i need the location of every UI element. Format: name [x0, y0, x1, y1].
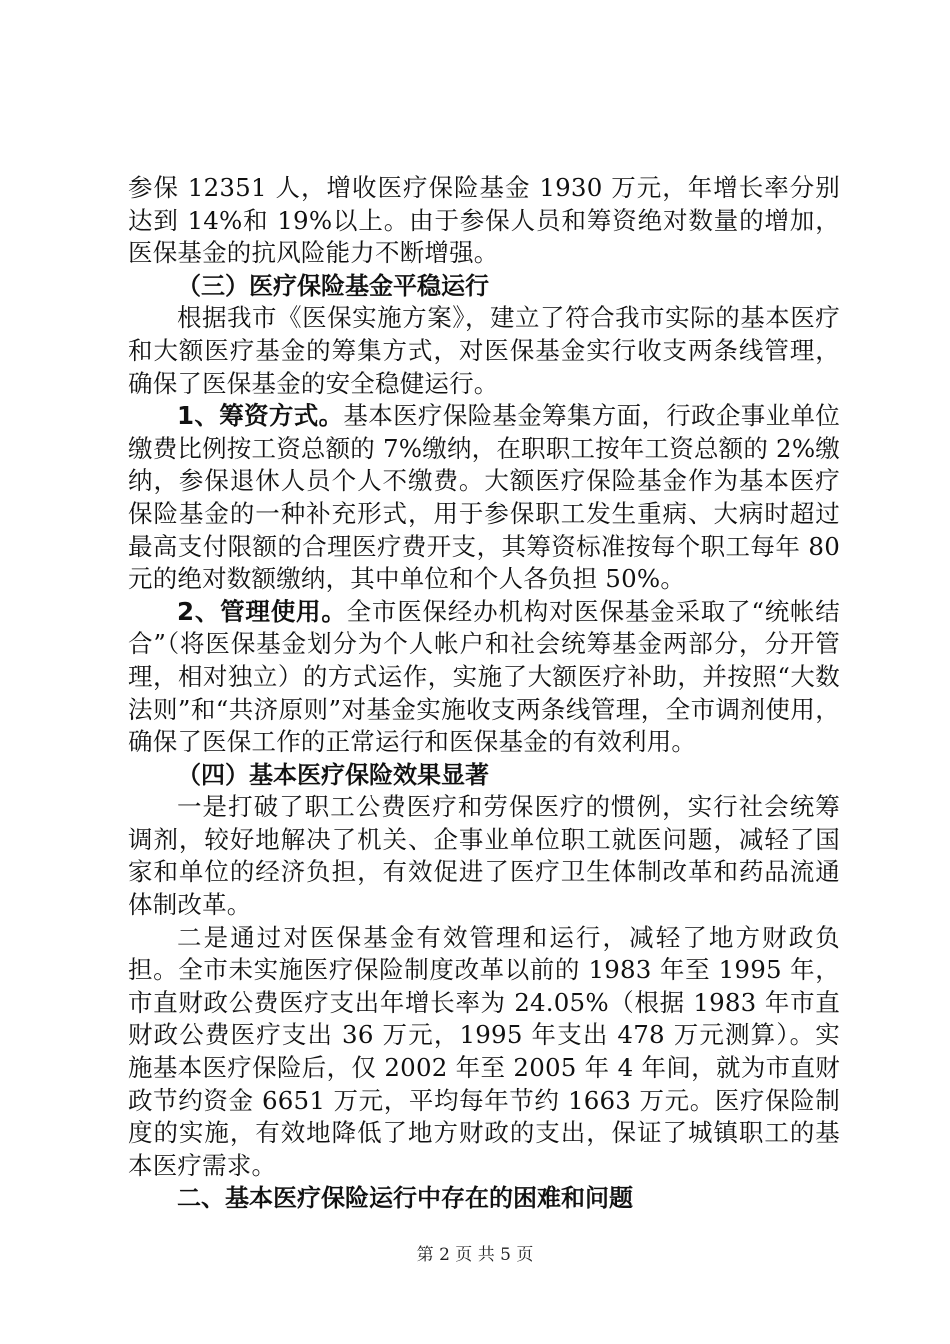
document-body — [128, 172, 840, 1215]
paragraph-effect-two: 二是通过对医保基金有效管理和运行，减轻了地方财政负担。全市未实施医疗保险制度改革以前的 1983 年至 1995 年，市直财政公费医疗支出年增长率为 24.05%（根据 1983 年市直财政公费医疗支出 36 万元，1995 年支出 478 万元测算）。实施基本医疗保险后，仅 2002 年至 2005 年 4 年间，就为市直财政节约资金 6651 万元，平均每年节约 1663 万元。医疗保险制度的实施，有效地降低了地方财政的支出，保证了城镇职工的基本医疗需求。 — [128, 922, 840, 1180]
paragraph-fund-plan: 根据我市《医保实施方案》，建立了符合我市实际的基本医疗和大额医疗基金的筹集方式，对医保基金实行收支两条线管理，确保了医保基金的安全稳健运行。 — [128, 303, 840, 398]
management-use-text: 全市医保经办机构对医保基金采取了“统帐结合”（将医保基金划分为个人帐户和社会统筹基金两部分，分开管理，相对独立）的方式运作，实施了大额医疗补助，并按照“大数法则”和“共济原则”对基金实施收支两条线管理，全市调剂使用，确保了医保工作的正常运行和医保基金的有效利用。 — [128, 596, 840, 757]
page-footer: 第 2 页 共 5 页 — [416, 1245, 534, 1265]
funding-method-lead: 1、筹资方式。 — [177, 401, 344, 431]
paragraph-management-use — [128, 596, 840, 759]
funding-method-text: 基本医疗保险基金筹集方面，行政企事业单位缴费比例按工资总额的 7%缴纳，在职职工按年工资总额的 2%缴纳，参保退休人员个人不缴费。大额医疗保险基金作为基本医疗保险基金的一种补充形式，用于参保职工发生重病、大病时超过最高支付限额的合理医疗费开支，其筹资标准按每个职工每年 80 元的绝对数额缴纳，其中单位和个人各负担 50%。 — [128, 401, 841, 594]
paragraph-enrollment-growth: 参保 12351 人，增收医疗保险基金 1930 万元，年增长率分别达到 14%和 19%以上。由于参保人员和筹资绝对数量的增加，医保基金的抗风险能力不断增强。 — [128, 173, 840, 268]
paragraph-funding-method — [128, 400, 840, 596]
heading-fund-stable-operation: （三）医疗保险基金平稳运行 — [177, 271, 489, 300]
heading-insurance-effect: （四）基本医疗保险效果显著 — [177, 760, 489, 789]
heading-difficulties-problems: 二、基本医疗保险运行中存在的困难和问题 — [177, 1184, 633, 1213]
paragraph-effect-one: 一是打破了职工公费医疗和劳保医疗的惯例，实行社会统筹调剂，较好地解决了机关、企事业单位职工就医问题，减轻了国家和单位的经济负担，有效促进了医疗卫生体制改革和药品流通体制改革。 — [128, 792, 840, 920]
management-use-lead: 2、管理使用。 — [177, 596, 347, 626]
